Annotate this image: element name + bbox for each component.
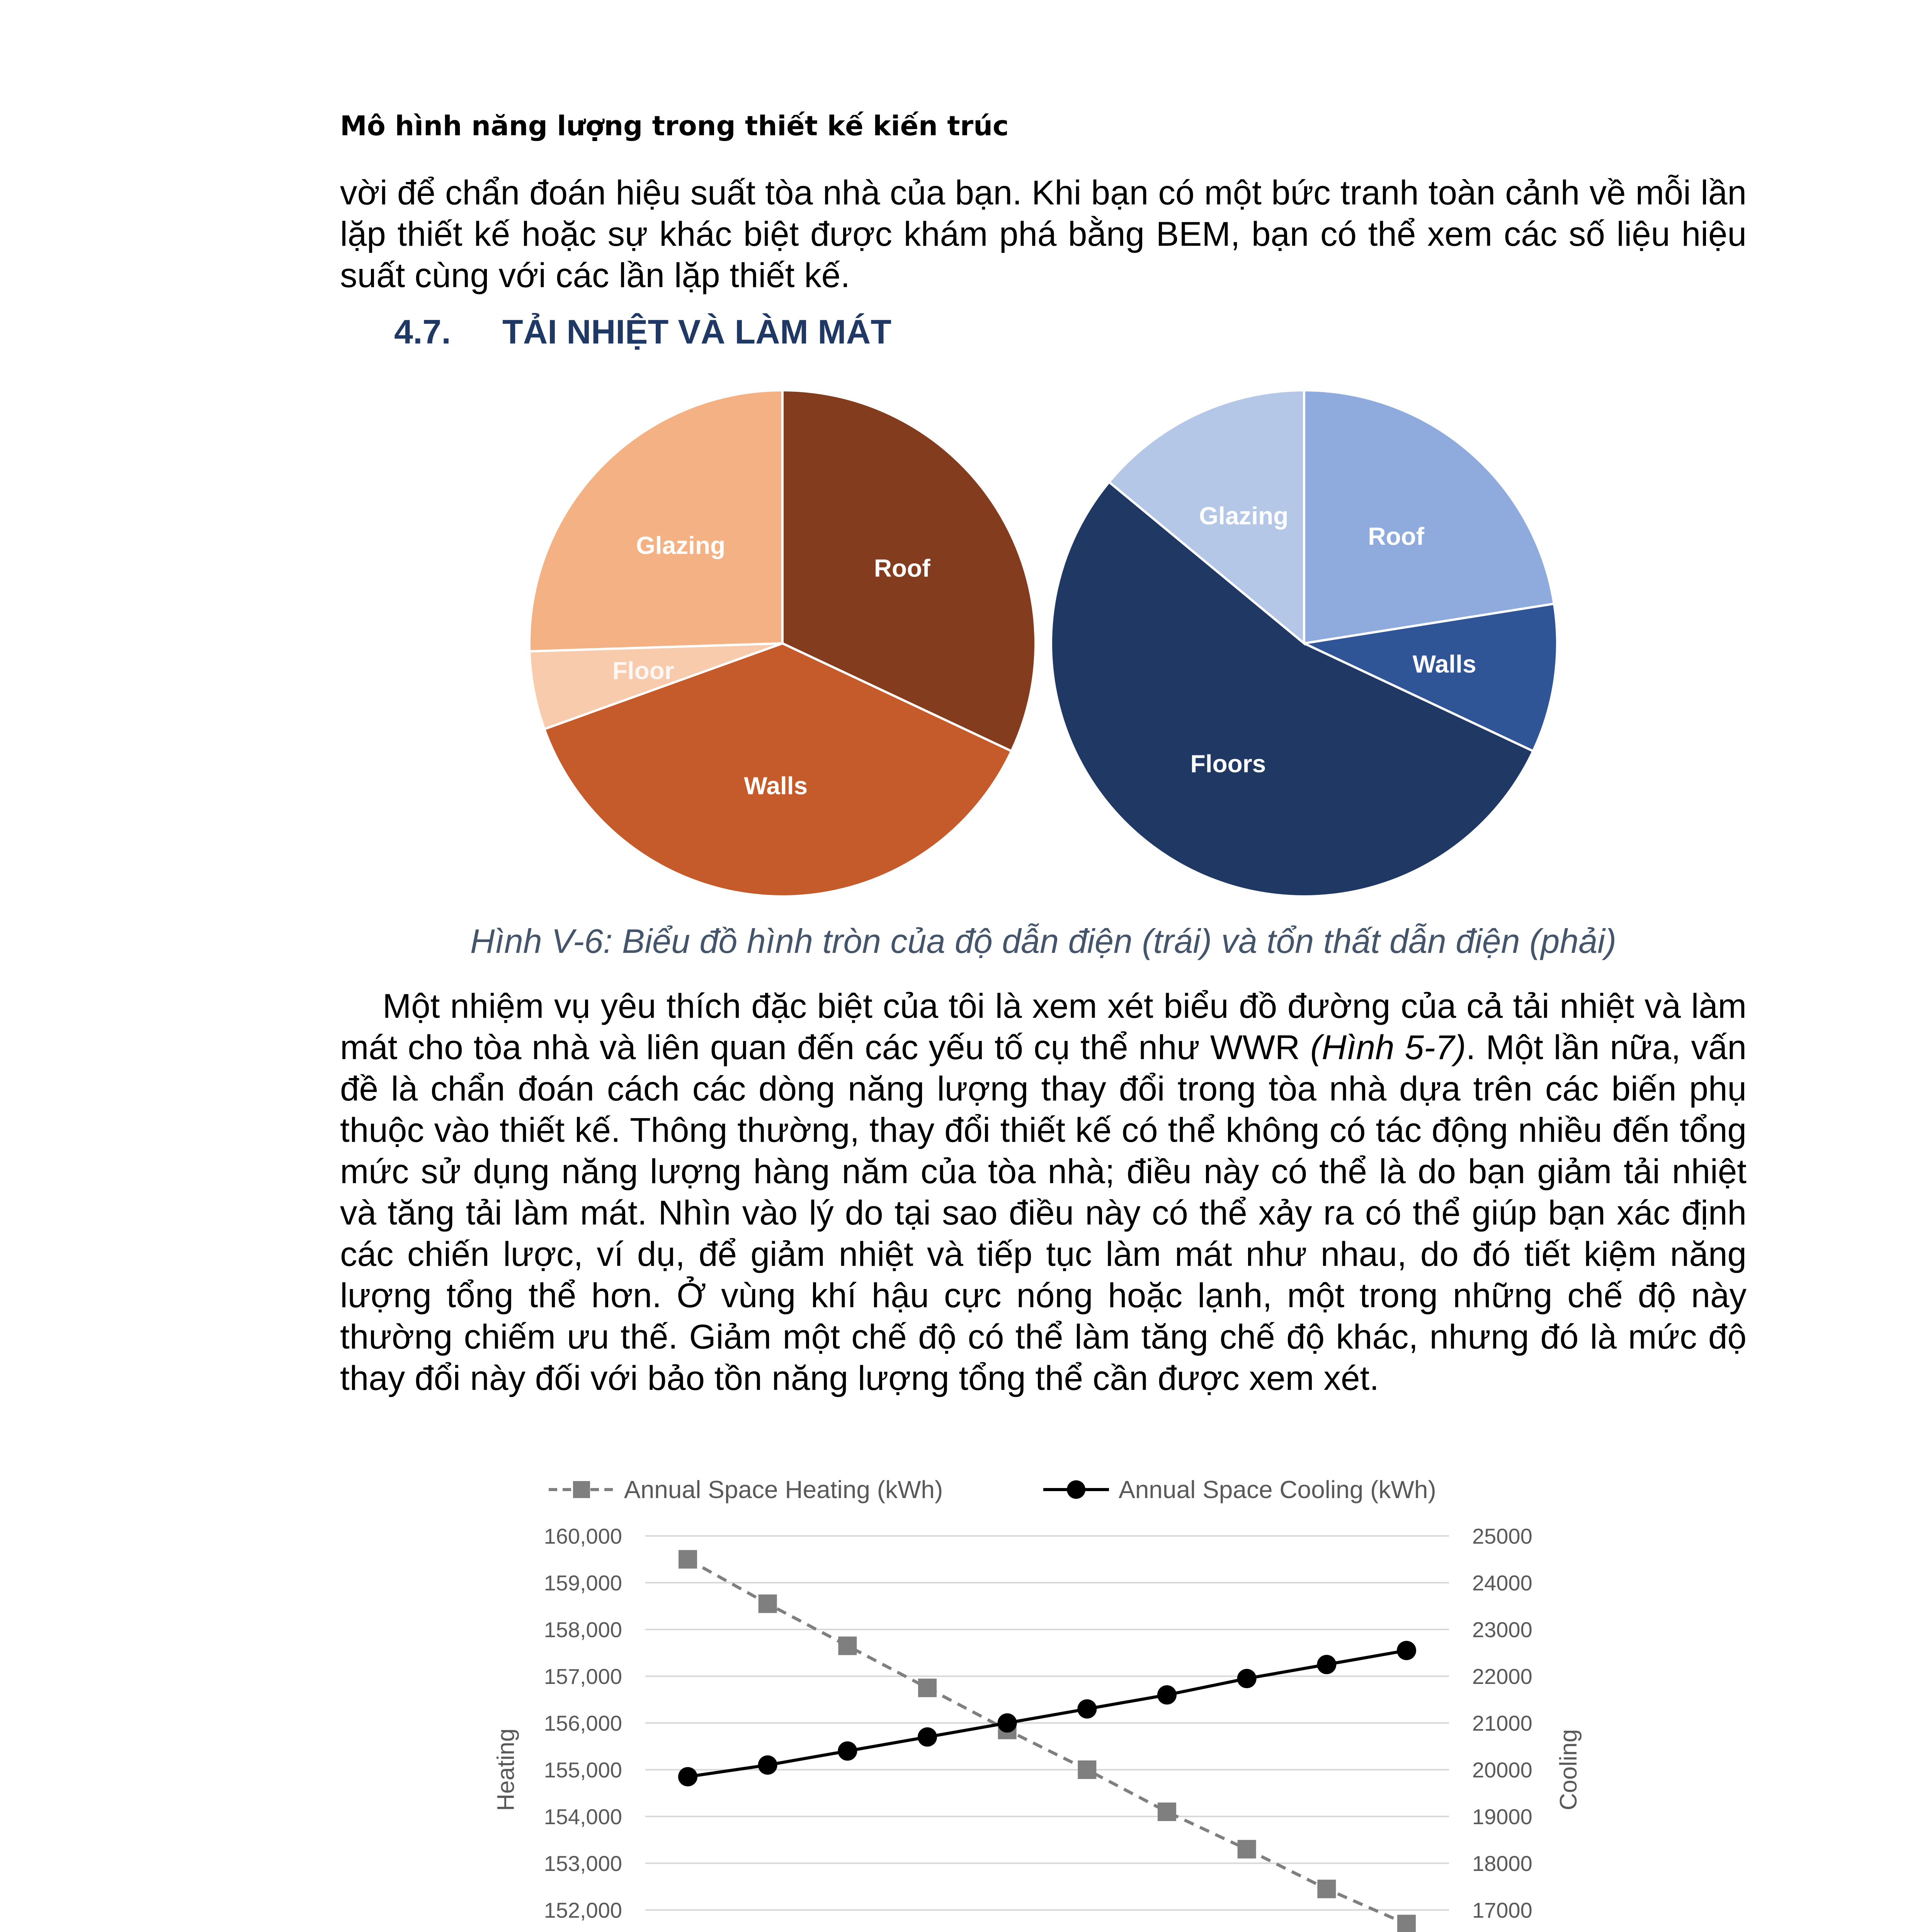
pie-slice-roof	[1304, 390, 1554, 643]
heating-data-point	[1238, 1840, 1256, 1859]
y-left-tick-label: 158,000	[544, 1617, 622, 1642]
cooling-data-point	[918, 1727, 937, 1747]
heating-data-point	[1078, 1760, 1096, 1779]
heating-data-point	[918, 1679, 937, 1697]
chart-legend	[549, 1476, 1436, 1503]
cooling-data-point	[678, 1767, 697, 1786]
y-right-tick-label: 25000	[1472, 1524, 1532, 1548]
pie-charts	[502, 386, 1584, 920]
pie-label-walls: Walls	[744, 772, 808, 800]
figure-reference: (Hình 5-7)	[1310, 1028, 1466, 1066]
y-left-tick-label: 156,000	[544, 1711, 622, 1735]
section-title: TẢI NHIỆT VÀ LÀM MÁT	[502, 313, 892, 351]
line-chart-body	[493, 1476, 1582, 1932]
cooling-data-point	[838, 1742, 857, 1761]
pie-label-floors: Floors	[1190, 750, 1266, 778]
figure-6-label: Hình V-6	[470, 922, 603, 960]
cooling-data-point	[1237, 1669, 1257, 1688]
y-left-tick-label: 160,000	[544, 1524, 622, 1548]
legend-label: Annual Space Heating (kWh)	[624, 1476, 943, 1503]
cooling-data-point	[1317, 1655, 1336, 1674]
cooling-data-point	[1397, 1641, 1416, 1660]
heating-data-point	[1397, 1915, 1416, 1932]
pie-label-roof: Roof	[1368, 522, 1425, 551]
heating-data-point	[1317, 1880, 1336, 1898]
y-right-tick-label: 19000	[1472, 1804, 1532, 1829]
y-right-tick-label: 23000	[1472, 1617, 1532, 1642]
heating-data-point	[759, 1594, 777, 1613]
legend-marker-circle	[1067, 1480, 1085, 1499]
pie-slice-glazing	[529, 390, 782, 651]
y-right-tick-label: 21000	[1472, 1711, 1532, 1735]
running-header: Mô hình năng lượng trong thiết kế kiến trúc	[340, 110, 1009, 142]
cooling-data-point	[998, 1713, 1017, 1733]
y-left-tick-label: 153,000	[544, 1851, 622, 1876]
y-left-tick-label: 154,000	[544, 1804, 622, 1829]
series-line-cooling	[688, 1650, 1406, 1777]
paragraph-text: Một nhiệm vụ yêu thích đặc biệt của tôi là xem xét biểu đồ đường của cả tải nhiệt và làm mát cho tòa nhà và liên quan đến các yếu tố cụ thể như WWR	[340, 986, 1747, 1066]
y-right-axis-title: Cooling	[1555, 1729, 1582, 1811]
pie-label-floor: Floor	[612, 656, 674, 685]
line-chart-wwr	[493, 1461, 1582, 1932]
y-right-tick-label: 24000	[1472, 1571, 1532, 1595]
figure-caption-6	[340, 922, 1747, 961]
paragraph-text: . Một lần nữa, vấn đề là chẩn đoán cách các dòng năng lượng thay đổi trong tòa nhà dựa trên các biến phụ thuộc vào thiết kế. Thông thường, thay đổi thiết kế có thể không có tác động nhiều đến tổng mức sử dụng năng lượng hàng năm của tòa nhà; điều này có thể là do bạn giảm tải nhiệt và tăng tải làm mát. Nhìn vào lý do tại sao điều này có thể xảy ra có thể giúp bạn xác định các chiến lược, ví dụ, để giảm nhiệt và tiếp tục làm mát như nhau, do đó tiết kiệm năng lượng tổng thể hơn. Ở vùng khí hậu cực nóng hoặc lạnh, một trong những chế độ này thường chiếm ưu thế. Giảm một chế độ có thể làm tăng chế độ khác, nhưng đó là mức độ thay đổi này đối với bảo tồn năng lượng tổng thể cần được xem xét.	[340, 1028, 1747, 1397]
y-left-tick-label: 159,000	[544, 1571, 622, 1595]
y-left-tick-label: 152,000	[544, 1898, 622, 1922]
legend-label: Annual Space Cooling (kWh)	[1119, 1476, 1436, 1503]
pie-label-roof: Roof	[874, 554, 930, 582]
legend-marker-square	[573, 1481, 590, 1498]
y-right-tick-label: 20000	[1472, 1758, 1532, 1782]
pie-chart-conductance	[529, 390, 1036, 896]
pie-chart-conduction-loss	[1051, 390, 1557, 896]
y-left-axis-title: Heating	[493, 1728, 519, 1811]
y-right-tick-label: 18000	[1472, 1851, 1532, 1876]
cooling-data-point	[758, 1755, 777, 1775]
y-left-tick-label: 157,000	[544, 1664, 622, 1689]
section-number: 4.7.	[394, 313, 451, 351]
pie-label-glazing: Glazing	[1199, 502, 1289, 530]
cooling-data-point	[1077, 1699, 1097, 1719]
section-heading	[394, 312, 891, 352]
y-left-tick-label: 155,000	[544, 1758, 622, 1782]
pie-label-walls: Walls	[1412, 650, 1476, 678]
cooling-data-point	[1157, 1685, 1177, 1704]
heating-data-point	[838, 1636, 857, 1655]
series-line-heating	[688, 1560, 1406, 1924]
paragraph-heating-cooling	[340, 985, 1747, 1399]
y-right-tick-label: 17000	[1472, 1898, 1532, 1922]
pie-label-glazing: Glazing	[636, 531, 726, 560]
paragraph-intro: vời để chẩn đoán hiệu suất tòa nhà của bạn. Khi bạn có một bức tranh toàn cảnh về mỗi lần lặp thiết kế hoặc sự khác biệt được khám phá bằng BEM, bạn có thể xem các số liệu hiệu suất cùng với các lần lặp thiết kế.	[340, 173, 1747, 294]
heating-data-point	[1158, 1803, 1176, 1821]
heating-data-point	[679, 1550, 697, 1569]
figure-6-text: : Biểu đồ hình tròn của độ dẫn điện (trái) và tổn thất dẫn điện (phải)	[603, 922, 1617, 960]
y-right-tick-label: 22000	[1472, 1664, 1532, 1689]
